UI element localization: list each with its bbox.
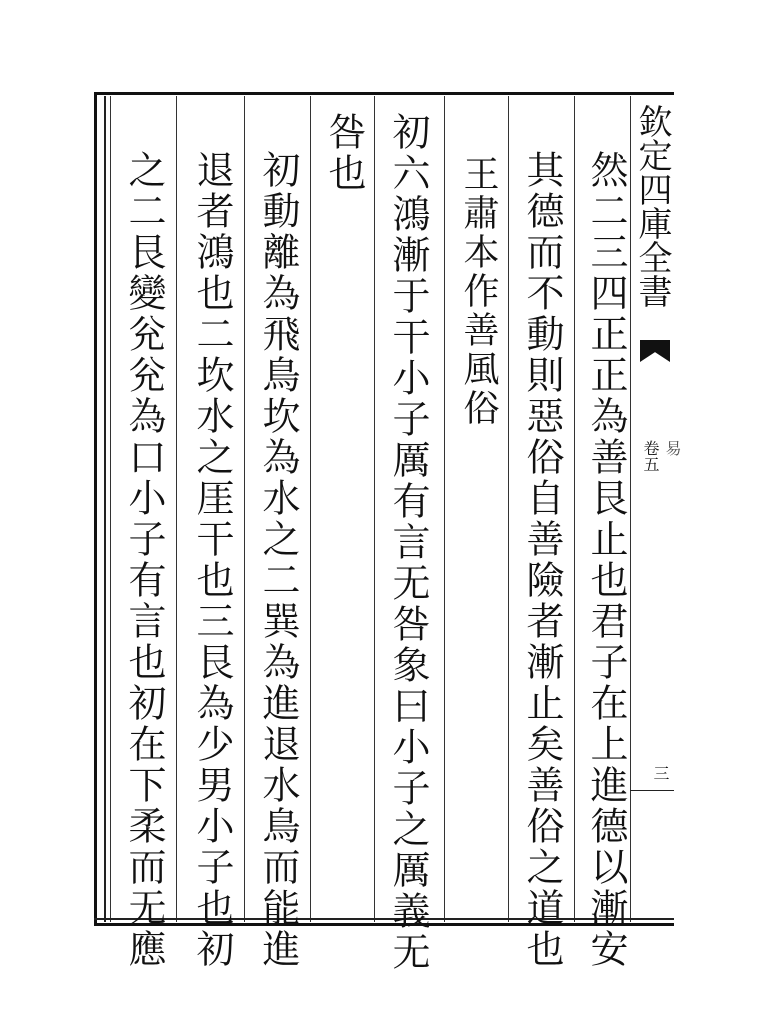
- text-column-5: 咎也: [322, 112, 366, 194]
- column-divider: [508, 96, 509, 922]
- volume-label: 卷五: [641, 440, 660, 472]
- book-title: 欽定四庫全書: [632, 104, 672, 308]
- text-column-2: 其德而不動則惡俗自善險者漸止矣善俗之道也: [520, 150, 564, 970]
- inner-border-left: [104, 96, 106, 922]
- column-divider: [176, 96, 177, 922]
- text-column-8: 之二艮變兊兊為口小子有言也初在下柔而无應: [122, 150, 166, 970]
- column-divider: [574, 96, 575, 922]
- page-number: 三: [651, 765, 670, 781]
- text-column-6: 初動離為飛鳥坎為水之二巽為進退水鳥而能進: [256, 150, 300, 970]
- text-column-1: 然二三四正正為善艮止也君子在上進德以漸安: [584, 150, 628, 970]
- column-divider: [310, 96, 311, 922]
- column-divider: [444, 96, 445, 922]
- text-column-4: 初六鴻漸于干小子厲有言无咎象曰小子之厲義无: [386, 112, 430, 973]
- column-divider: [110, 96, 111, 922]
- column-divider: [374, 96, 375, 922]
- text-column-7: 退者鴻也二坎水之厓干也三艮為少男小子也初: [190, 150, 234, 970]
- book-label: 易: [663, 440, 682, 456]
- header-rule: [630, 790, 674, 791]
- text-column-3: 王肅本作善風俗: [458, 155, 499, 428]
- column-divider: [244, 96, 245, 922]
